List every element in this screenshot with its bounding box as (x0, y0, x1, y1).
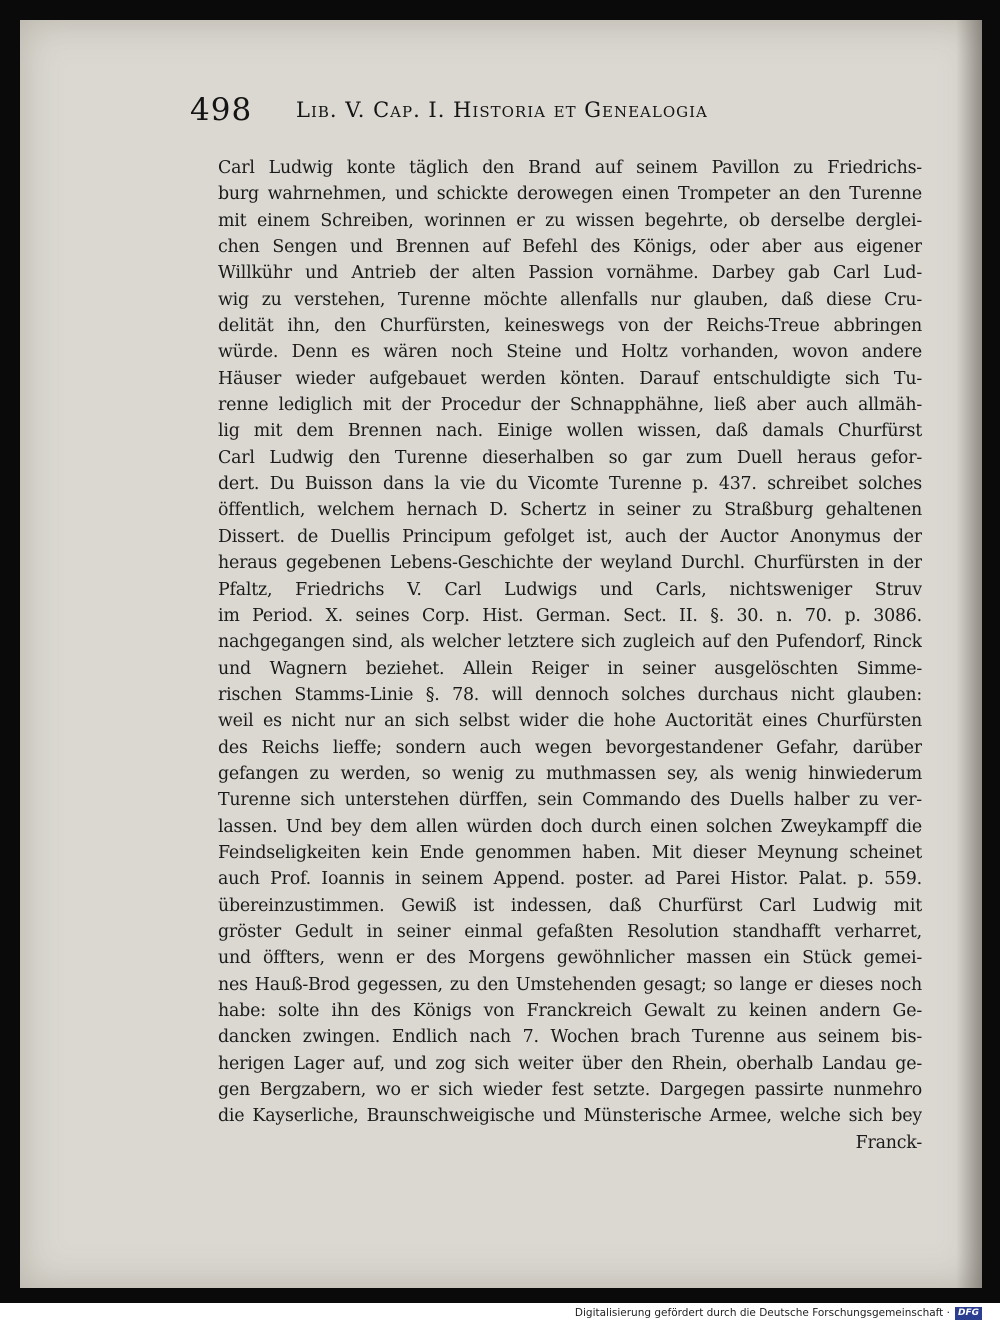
body-text (218, 155, 922, 1156)
text-line: im Period. X. seines Corp. Hist. German. Sect. II. §. 30. n. 70. p. 3086. (218, 605, 922, 626)
chapter-heading: Lib. V. Cap. I. Historia et Genealogia (296, 98, 708, 122)
text-line: heraus gegebenen Lebens-Geschichte der weyland Durchl. Churfürsten in der (218, 553, 922, 574)
text-line: würde. Denn es wären noch Steine und Holtz vorhanden, wovon andere (218, 342, 922, 363)
text-line: dancken zwingen. Endlich nach 7. Wochen brach Turenne aus seinem bis- (218, 1027, 922, 1048)
text-line: burg wahrnehmen, und schickte derowegen einen Trompeter an den Turenne (218, 184, 922, 205)
text-line: herigen Lager auf, und zog sich weiter über den Rhein, oberhalb Landau ge- (218, 1053, 922, 1074)
text-line: Carl Ludwig konte täglich den Brand auf seinem Pavillon zu Friedrichs- (218, 158, 922, 178)
text-line: nachgegangen sind, als welcher letztere sich zugleich auf den Pufendorf, Rinck (218, 632, 922, 653)
text-line: lassen. Und bey dem allen würden doch durch einen solchen Zweykampff die (218, 816, 922, 837)
running-head (190, 92, 910, 132)
text-line: mit einem Schreiben, worinnen er zu wissen begehrte, ob derselbe derglei- (218, 210, 922, 231)
page-number: 498 (190, 92, 253, 128)
text-line: gen Bergzabern, wo er sich wieder fest setzte. Dargegen passirte nunmehro (218, 1080, 922, 1101)
text-line: habe: solte ihn des Königs von Franckreich Gewalt zu keinen andern Ge- (218, 1001, 922, 1021)
text-line: weil es nicht nur an sich selbst wider die hohe Auctorität eines Churfürsten (218, 711, 922, 732)
digitization-credit (575, 1304, 982, 1323)
text-line: Feindseligkeiten kein Ende genommen haben. Mit dieser Meynung scheinet (218, 842, 922, 863)
text-line: auch Prof. Ioannis in seinem Append. poster. ad Parei Histor. Palat. p. 559. (218, 869, 922, 890)
spine-shadow (956, 20, 982, 1288)
text-line: die Kayserliche, Braunschweigische und Münsterische Armee, welche sich bey (218, 1106, 922, 1127)
text-line: Pfaltz, Friedrichs V. Carl Ludwigs und Carls, nichtsweniger Struv (218, 579, 922, 600)
credit-text: Digitalisierung gefördert durch die Deutsche Forschungsgemeinschaft · (574, 1307, 950, 1319)
text-line: gröster Gedult in seiner einmal gefaßten Resolution standhafft verharret, (218, 921, 922, 942)
text-line: delität ihn, den Churfürsten, keineswegs von der Reichs-Treue abbringen (218, 316, 922, 337)
dfg-logo: DFG (955, 1307, 982, 1320)
text-line: renne lediglich mit der Procedur der Schnapphähne, ließ aber auch allmäh- (218, 395, 922, 416)
text-line: Dissert. de Duellis Principum gefolget ist, auch der Auctor Anonymus der (218, 526, 922, 547)
text-line: Turenne sich unterstehen dürffen, sein Commando des Duells halber zu ver- (218, 790, 922, 811)
text-line: gefangen zu werden, so wenig zu muthmassen sey, als wenig hinwiederum (218, 763, 922, 784)
text-line: Carl Ludwig den Turenne dieserhalben so gar zum Duell heraus gefor- (218, 447, 922, 468)
text-line: wig zu verstehen, Turenne möchte allenfalls nur glauben, daß diese Cru- (218, 289, 922, 310)
text-line: dert. Du Buisson dans la vie du Vicomte Turenne p. 437. schreibet solches (218, 474, 922, 495)
text-line: des Reichs lieffe; sondern auch wegen bevorgestandener Gefahr, darüber (218, 737, 922, 758)
text-line: nes Hauß-Brod gegessen, zu den Umstehenden gesagt; so lange er dieses noch (218, 974, 922, 995)
text-line: und öffters, wenn er des Morgens gewöhnlicher massen ein Stück gemei- (218, 948, 922, 969)
text-line: chen Sengen und Brennen auf Befehl des Königs, oder aber aus eigener (218, 237, 922, 258)
text-line: lig mit dem Brennen nach. Einige wollen wissen, daß damals Churfürst (218, 421, 922, 442)
text-line: öffentlich, welchem hernach D. Schertz in seiner zu Straßburg gehaltenen (218, 500, 922, 521)
text-line: rischen Stamms-Linie §. 78. will dennoch solches durchaus nicht glauben: (218, 684, 922, 705)
catchword: Franck- (855, 1132, 922, 1153)
text-line: und Wagnern beziehet. Allein Reiger in seiner ausgelöschten Simme- (218, 658, 922, 679)
text-line: Häuser wieder aufgebauet werden könten. Darauf entschuldigte sich Tu- (218, 368, 922, 389)
text-line: übereinzustimmen. Gewiß ist indessen, daß Churfürst Carl Ludwig mit (218, 895, 922, 916)
text-line: Willkühr und Antrieb der alten Passion vornähme. Darbey gab Carl Lud- (218, 263, 922, 284)
